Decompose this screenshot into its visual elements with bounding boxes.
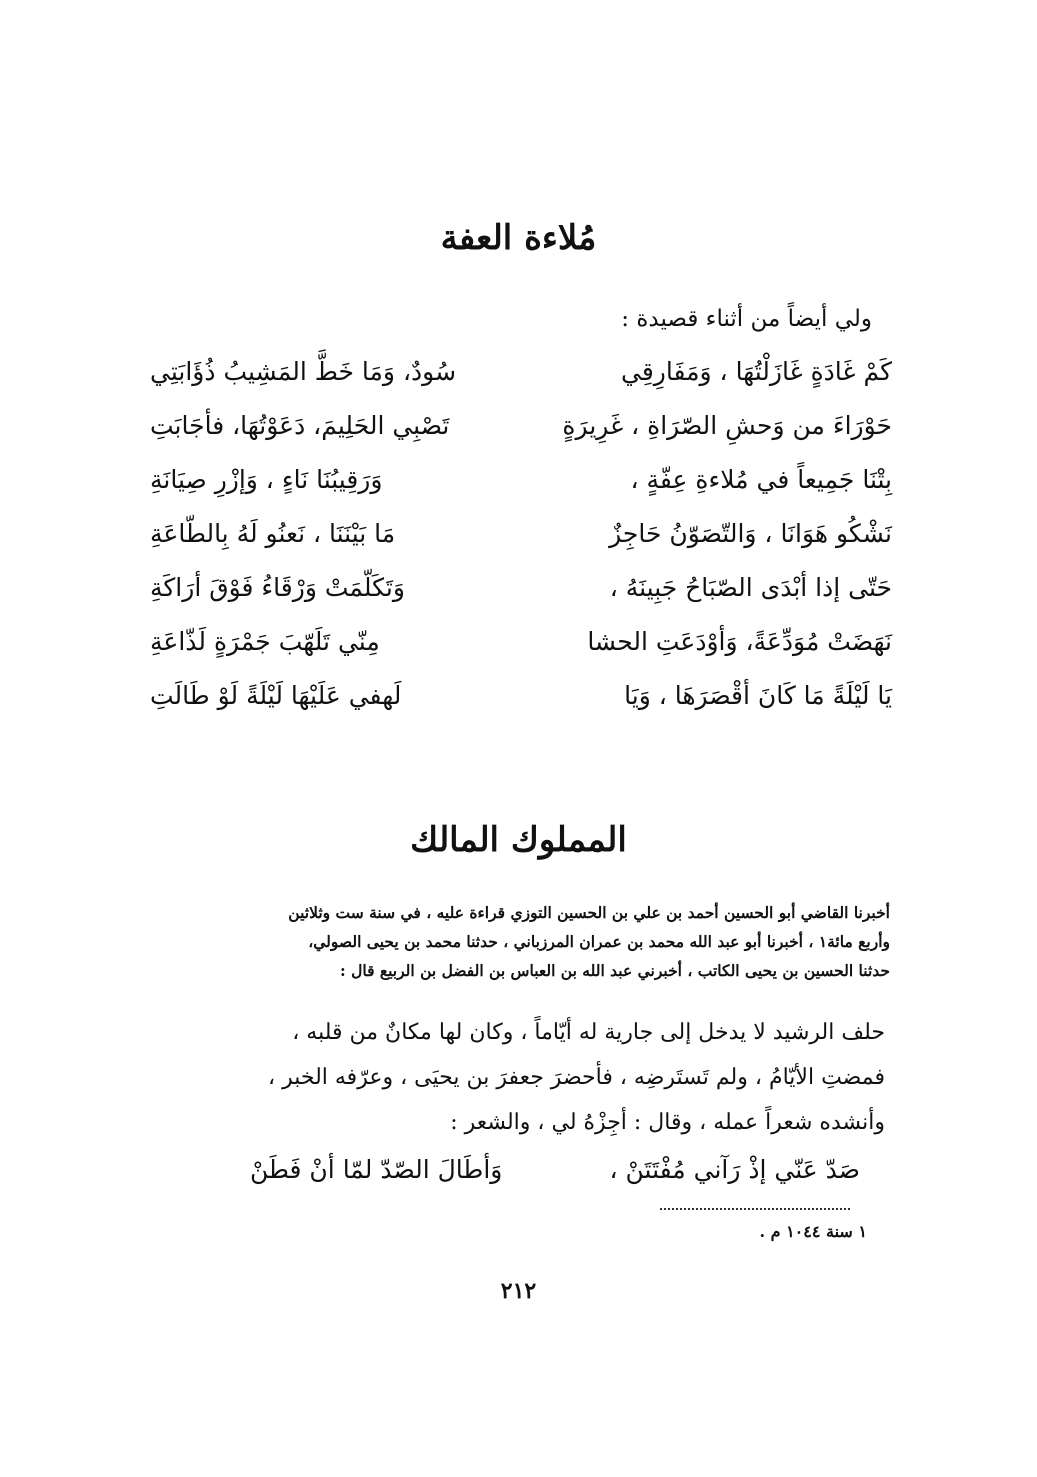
verse-second-hemistich: سُودٌ، وَمَا خَطَّ المَشِيبُ ذُؤَابَتِي <box>150 357 457 386</box>
narrative-line: وأنشده شعراً عمله ، وقال : أجِزْهُ لي ، والشعر : <box>450 1110 885 1135</box>
section-title-al-mamluk-al-malik: المملوك المالك <box>410 820 627 860</box>
verse-second-hemistich: مِنّي تَلَهّبَ جَمْرَةٍ لَذّاعَةِ <box>150 627 380 656</box>
poem-verse <box>150 622 892 678</box>
poem-verse <box>150 676 892 732</box>
poem-verse <box>150 460 892 516</box>
footnote: ١ سنة ١٠٤٤ م . <box>759 1222 867 1241</box>
verse-first-hemistich: نَشْكُو هَوَانَا ، وَالتّصَوّنُ حَاجِزٌ <box>609 519 892 548</box>
isnad-line: حدثنا الحسين بن يحيى الكاتب ، أخبرني عبد الله بن العباس بن الفضل بن الربيع قال : <box>339 961 890 980</box>
narrative-paragraph <box>160 1010 885 1145</box>
poem-verse <box>150 514 892 570</box>
section-title-mulaat-al-iffa: مُلاءة العفة <box>440 218 597 258</box>
footnote-divider <box>660 1208 850 1210</box>
verse-first-hemistich: يَا لَيْلَةً مَا كَانَ أقْصَرَهَا ، وَيَا <box>624 681 892 710</box>
isnad-line: وأربع مائة١ ، أخبرنا أبو عبد الله محمد بن عمران المرزباني ، حدثنا محمد بن يحيى الصولي، <box>308 932 890 951</box>
verse-first-hemistich: صَدّ عَنّي إذْ رَآني مُفْتَتَنْ ، <box>609 1155 860 1184</box>
verse-first-hemistich: حَتّى إذا أبْدَى الصّبَاحُ جَبِينَهُ ، <box>609 573 892 602</box>
verse-second-hemistich: مَا بَيْنَنَا ، نَعنُو لَهُ بِالطّاعَةِ <box>150 519 396 548</box>
poem-intro: ولي أيضاً من أثناء قصيدة : <box>621 306 872 332</box>
narrative-line: فمضتِ الأيّامُ ، ولم تَستَرضِه ، فأحضرَ جعفرَ بن يحيَى ، وعرّفه الخبر ، <box>268 1065 885 1090</box>
verse-first-hemistich: حَوْرَاءَ من وَحشِ الصّرَاةِ ، غَرِيرَةٍ <box>562 411 892 440</box>
page-number: ٢١٢ <box>500 1278 537 1304</box>
verse-first-hemistich: نَهَضَتْ مُوَدِّعَةً، وَأوْدَعَتِ الحشا <box>587 627 892 656</box>
verse-second-hemistich: لَهفي عَلَيْهَا لَيْلَةً لَوْ طَالَتِ <box>150 681 402 710</box>
narrative-line: حلف الرشيد لا يدخل إلى جارية له أيّاماً ، وكان لها مكانٌ من قلبه ، <box>292 1020 885 1045</box>
verse-second-hemistich: وَأطَالَ الصّدّ لمّا أنْ فَطَنْ <box>250 1155 503 1184</box>
poem-verse <box>150 406 892 462</box>
verse-first-hemistich: كَمْ غَادَةٍ غَازَلْتُهَا ، وَمَفَارِقِي <box>621 357 892 386</box>
verse-second-hemistich: وَرَقِيبُنَا نَاءٍ ، وَإزْرِ صِيَانَةِ <box>150 465 383 494</box>
final-verse <box>250 1150 860 1196</box>
verse-first-hemistich: بِتْنَا جَمِيعاً في مُلاءةِ عِفّةٍ ، <box>630 465 892 494</box>
isnad-chain <box>170 898 890 985</box>
poem-verse <box>150 352 892 408</box>
isnad-line: أخبرنا القاضي أبو الحسين أحمد بن علي بن الحسين التوزي قراءة عليه ، في سنة ست وثلاثين <box>288 903 890 922</box>
poem-verse <box>150 568 892 624</box>
verse-second-hemistich: تَصْبِي الحَلِيمَ، دَعَوْتُهَا، فأجَابَتِ <box>150 411 450 440</box>
verse-second-hemistich: وَتَكَلّمَتْ وَرْقَاءُ فَوْقَ أرَاكَةِ <box>150 573 405 602</box>
